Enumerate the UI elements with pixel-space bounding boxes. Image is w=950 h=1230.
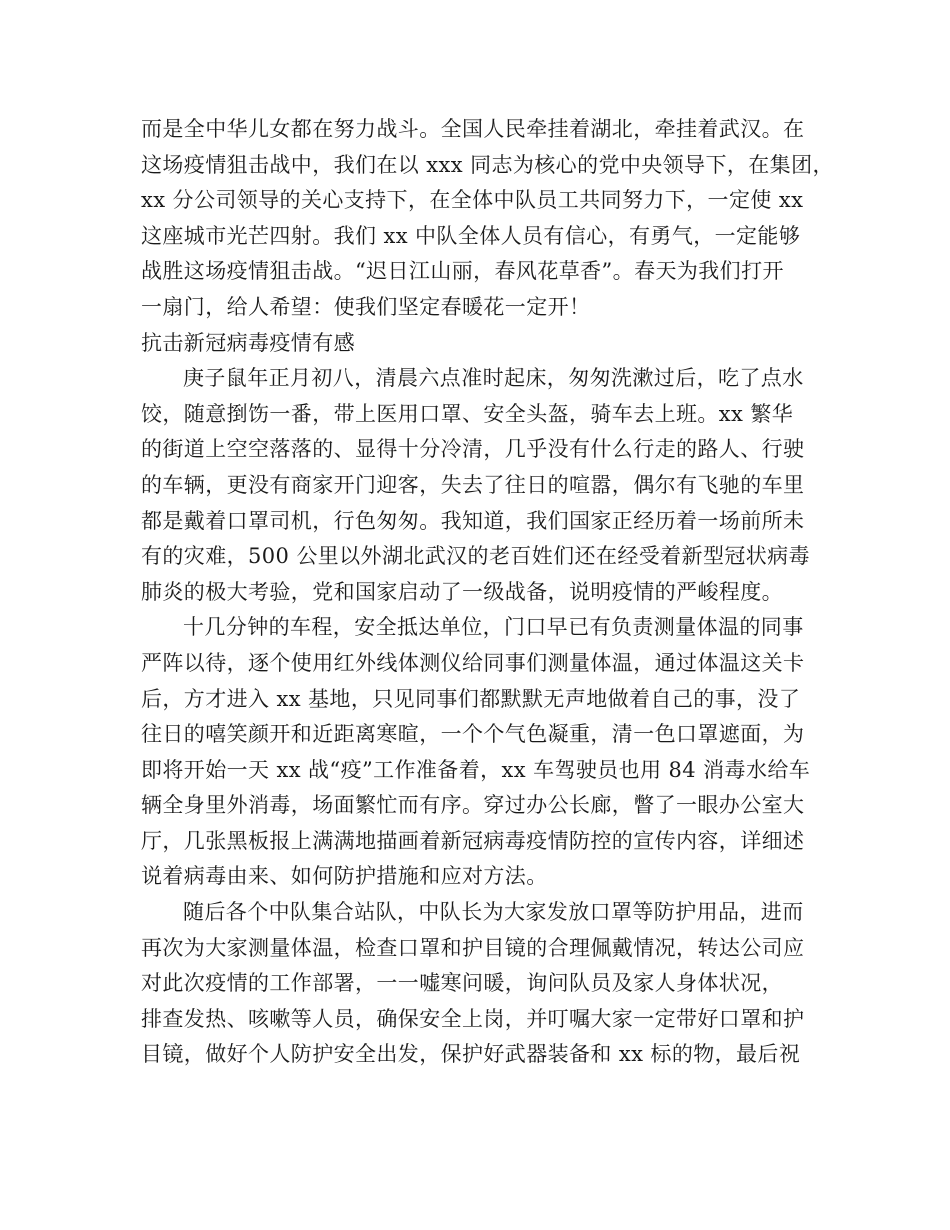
paragraph-first-line: 庚子鼠年正月初八，清晨六点准时起床，匆匆洗漱过后，吃了点水 — [183, 366, 804, 391]
text-line: 再次为大家测量体温，检查口罩和护目镜的合理佩戴情况，转达公司应 — [141, 935, 805, 960]
text-line: 即将开始一天 xx 战“疫”工作准备着，xx 车驾驶员也用 84 消毒水给车 — [141, 757, 811, 782]
text-line: 肺炎的极大考验，党和国家启动了一级战备，说明疫情的严峻程度。 — [141, 579, 783, 604]
text-line: 战胜这场疫情狙击战。“迟日江山丽，春风花草香”。春天为我们打开 — [141, 259, 784, 284]
text-line: 后，方才进入 xx 基地，只见同事们都默默无声地做着自己的事，没了 — [141, 686, 801, 711]
text-line: 这座城市光芒四射。我们 xx 中队全体人员有信心，有勇气，一定能够 — [141, 223, 801, 248]
text-line: 有的灾难，500 公里以外湖北武汉的老百姓们还在经受着新型冠状病毒 — [141, 544, 810, 569]
text-line: 往日的嘻笑颜开和近距离寒暄，一个个气色凝重，清一色口罩遮面，为 — [141, 722, 805, 747]
section-title: 抗击新冠病毒疫情有感 — [141, 330, 355, 355]
text-line: 都是戴着口罩司机，行色匆匆。我知道，我们国家正经历着一场前所未 — [141, 508, 805, 533]
text-line: 辆全身里外消毒，场面繁忙而有序。穿过办公长廊，瞥了一眼办公室大 — [141, 793, 805, 818]
text-line: 饺，随意捯饬一番，带上医用口罩、安全头盔，骑车去上班。xx 繁华 — [141, 401, 794, 426]
text-line: 的街道上空空落落的、显得十分冷清，几乎没有什么行走的路人、行驶 — [141, 437, 805, 462]
paragraph-first-line: 随后各个中队集合站队，中队长为大家发放口罩等防护用品，进而 — [183, 900, 804, 925]
document-body — [141, 112, 834, 1073]
text-line: 这场疫情狙击战中，我们在以 xxx 同志为核心的党中央领导下，在集团， — [141, 152, 834, 177]
text-line: 一扇门，给人希望：使我们坚定春暖花一定开！ — [141, 294, 591, 319]
text-line: 说着病毒由来、如何防护措施和应对方法。 — [141, 864, 548, 889]
text-line: 排查发热、咳嗽等人员，确保安全上岗，并叮嘱大家一定带好口罩和护 — [141, 1006, 805, 1031]
text-line: xx 分公司领导的关心支持下，在全体中队员工共同努力下，一定使 xx — [141, 188, 804, 213]
text-line: 严阵以待，逐个使用红外线体测仪给同事们测量体温，通过体温这关卡 — [141, 650, 805, 675]
text-line: 厅，几张黑板报上满满地描画着新冠病毒疫情防控的宣传内容，详细述 — [141, 828, 805, 853]
paragraph-first-line: 十几分钟的车程，安全抵达单位，门口早已有负责测量体温的同事 — [183, 615, 804, 640]
text-line: 对此次疫情的工作部署，一一嘘寒问暖，询问队员及家人身体状况， — [141, 971, 783, 996]
text-line: 的车辆，更没有商家开门迎客，失去了往日的喧嚣，偶尔有飞驰的车里 — [141, 472, 805, 497]
text-line: 目镜，做好个人防护安全出发，保护好武器装备和 xx 标的物，最后祝 — [141, 1042, 801, 1067]
text-line: 而是全中华儿女都在努力战斗。全国人民牵挂着湖北，牵挂着武汉。在 — [141, 117, 805, 141]
